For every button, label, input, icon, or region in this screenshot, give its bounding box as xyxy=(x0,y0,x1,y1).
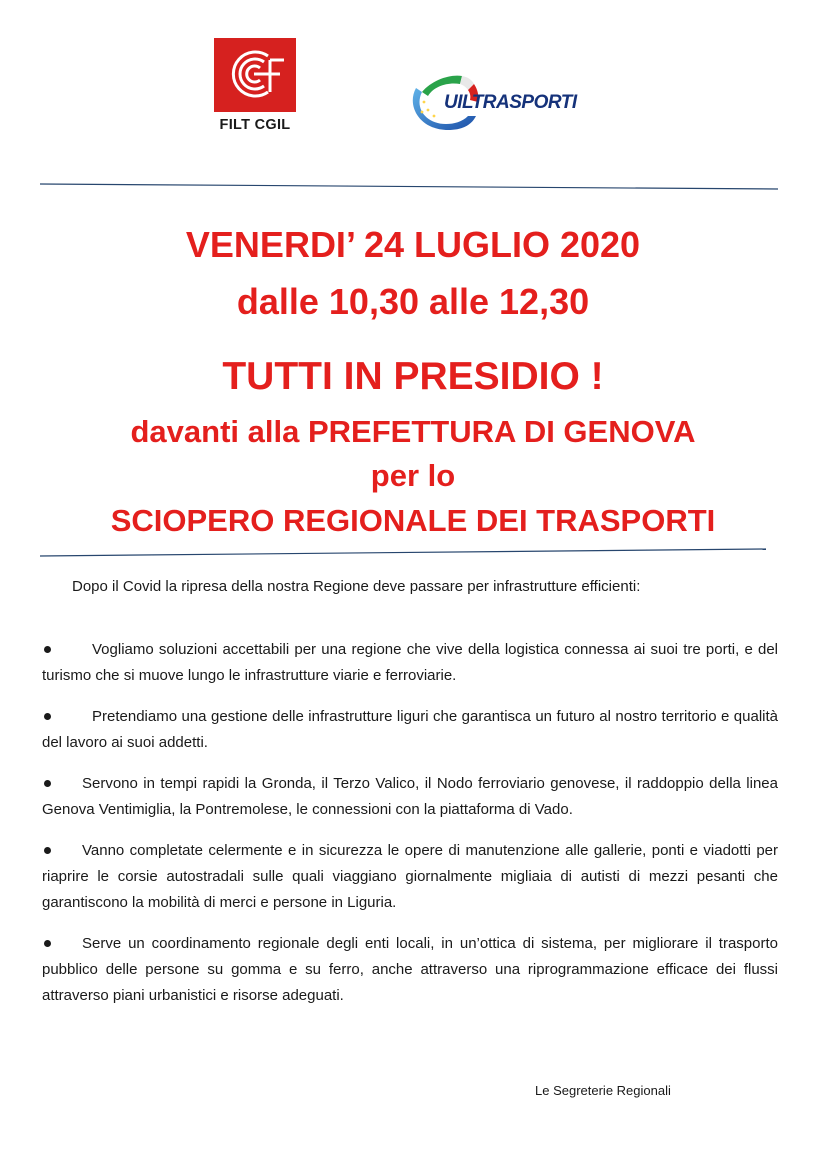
filt-cgil-name: FILT CGIL xyxy=(219,117,291,133)
filt-cgil-logo-icon xyxy=(220,46,290,106)
headline-per: per lo xyxy=(370,458,456,493)
list-item: Pretendiamo una gestione delle infrastrutture liguri che garantisca un futuro al nostro territorio e qualità del lavoro ai suoi addetti. xyxy=(42,708,778,751)
headline-strike: SCIOPERO REGIONALE DEI TRASPORTI xyxy=(110,503,716,538)
uiltrasporti-logo xyxy=(402,66,602,136)
uiltrasporti-name: UILTRASPORTI xyxy=(444,92,577,113)
bullet-icon xyxy=(44,780,51,787)
bullet-icon xyxy=(44,713,51,720)
headline-call: TUTTI IN PRESIDIO ! xyxy=(222,355,604,398)
bullet-icon xyxy=(44,646,51,653)
list-item: Servono in tempi rapidi la Gronda, il Terzo Valico, il Nodo ferroviario genovese, il raddoppio della linea Genova Ventimiglia, la Pontremolese, le connessioni con la piattaforma di Vado. xyxy=(42,775,778,818)
intro-text: Dopo il Covid la ripresa della nostra Regione deve passare per infrastrutture efficienti: xyxy=(72,578,641,595)
list-item: Vogliamo soluzioni accettabili per una regione che vive della logistica connessa ai suoi tre porti, e del turismo che si muove lungo le infrastrutture viarie e ferroviarie. xyxy=(42,641,778,684)
list-item: Serve un coordinamento regionale degli enti locali, in un’ottica di sistema, per migliorare il trasporto pubblico delle persone su gomma e su ferro, anche attraverso una riprogrammazione efficace dei flussi attraverso piani urbanistici e risorse adeguati. xyxy=(42,935,778,1004)
headline-date: VENERDI’ 24 LUGLIO 2020 xyxy=(185,224,641,265)
demands-list xyxy=(42,622,778,1021)
bullet-icon xyxy=(44,847,51,854)
headline-time: dalle 10,30 alle 12,30 xyxy=(236,281,590,322)
list-item: Vanno completate celermente e in sicurezza le opere di manutenzione alle gallerie, ponti e viadotti per riaprire le corsie autostradali sulle quali viaggiano giornalmente migliaia di autisti di mezzi pesanti che garantiscono la mobilità di merci e persone in Liguria. xyxy=(42,842,778,911)
headline-location: davanti alla PREFETTURA DI GENOVA xyxy=(130,414,696,449)
top-divider xyxy=(40,180,780,192)
bullet-icon xyxy=(44,940,51,947)
filt-cgil-logo xyxy=(214,38,296,134)
signature: Le Segreterie Regionali xyxy=(535,1083,671,1098)
bottom-divider xyxy=(40,546,770,558)
